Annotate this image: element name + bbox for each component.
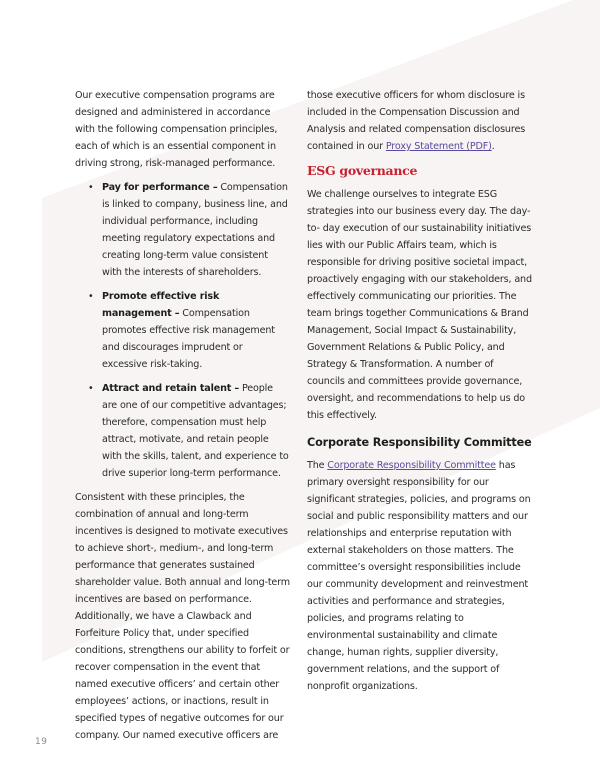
bullet-title: Pay for performance – — [102, 182, 218, 193]
continuation-paragraph — [307, 87, 532, 155]
bullet-icon: • — [88, 383, 94, 394]
list-item-promote-risk-management — [75, 288, 290, 373]
esg-paragraph: We challenge ourselves to integrate ESG strategies into our business every day. The day-to- day execution of our sustainability initiatives lies with our Public Affairs team, which is responsible for driving positive societal impact, proactively engaging with our stakeholders, and effectively communicating our priorities. The team brings together Communications & Brand Management, Social Impact & Sustainability, Government Relations & Public Policy, and Strategy & Transformation. A number of councils and committees provide governance, oversight, and recommendations to help us do this effectively. — [307, 189, 532, 421]
bullet-title: Promote effective risk management – — [102, 291, 220, 319]
committee-paragraph — [307, 457, 532, 695]
bullet-title: Attract and retain talent – — [102, 383, 240, 394]
proxy-statement-link[interactable]: Proxy Statement (PDF) — [385, 141, 492, 152]
committee-prefix: The — [307, 460, 328, 471]
left-column — [75, 87, 290, 751]
committee-text: has primary oversight responsibility for our significant strategies, policies, and programs on social and public responsibility matters and our relationships and enterprise reputation with external stakeholders on those matters. The committee’s oversight responsibilities include our community development and reinvestment activities and performance and strategies, policies, and programs relating to environmental sustainability and climate change, human rights, supplier diversity, government relations, and the support of nonprofit organizations. — [307, 460, 531, 692]
list-item-pay-for-performance — [75, 179, 290, 281]
page-number: 19 — [35, 737, 48, 747]
corporate-responsibility-committee-link[interactable]: Corporate Responsibility Committee — [327, 460, 496, 471]
closing-paragraph: Consistent with these principles, the combination of annual and long-term incentives is designed to motivate executives to achieve short-, medium-, and long-term performance that generates sustained shareholder value. Both annual and long-term incentives are based on performance. Additionally, we have a Clawback and Forfeiture Policy that, under specified conditions, strengthens our ability to forfeit or recover compensation in the event that named executive officers’ and certain other employees’ actions, or inactions, result in specified types of negative outcomes for our company. Our named executive officers are — [75, 492, 291, 741]
committee-heading: Corporate Responsibility Committee — [307, 436, 532, 449]
bullet-text: Compensation promotes effective risk management and discourages imprudent or excessive risk-taking. — [102, 308, 275, 370]
list-item-attract-retain-talent — [75, 380, 290, 482]
esg-governance-heading: ESG governance — [307, 163, 418, 178]
continuation-text: those executive officers for whom disclosure is included in the Compensation Discussion and Analysis and related compensation disclosures contained in our — [307, 90, 526, 152]
continuation-end: . — [491, 141, 495, 152]
bullet-text: Compensation is linked to company, business line, and individual performance, including meeting regulatory expectations and creating long-term value consistent with the interests of shareholders. — [102, 182, 288, 278]
compensation-principles-list — [75, 179, 290, 482]
bullet-icon: • — [88, 182, 94, 193]
bullet-icon: • — [88, 291, 94, 302]
right-column — [307, 87, 532, 702]
intro-paragraph: Our executive compensation programs are designed and administered in accordance with the following compensation principles, each of which is an essential component in driving strong, risk-managed performance. — [75, 90, 278, 169]
bullet-text: People are one of our competitive advantages; therefore, compensation must help attract, motivate, and retain people with the skills, talent, and experience to drive superior long-term performance. — [102, 383, 289, 479]
